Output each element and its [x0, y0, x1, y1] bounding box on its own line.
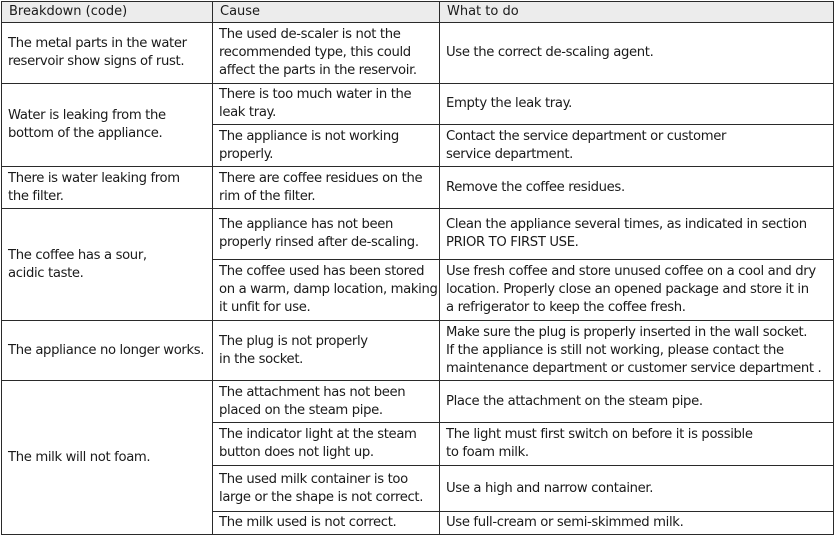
table-row: [2, 83, 834, 124]
cell-line: to foam milk.: [446, 444, 529, 460]
cell-line: properly.: [219, 146, 274, 162]
cell-line: The plug is not properly: [219, 333, 368, 349]
action-cell: [440, 259, 834, 320]
cell-line: There is water leaking from: [8, 170, 180, 186]
breakdown-cell: [2, 83, 213, 166]
cell-line: Use the correct de-scaling agent.: [446, 44, 654, 60]
breakdown-cell: [2, 167, 213, 209]
cell-line: rim of the filter.: [219, 188, 316, 204]
cell-line: Contact the service department or customer: [446, 128, 727, 144]
cell-line: The coffee has a sour,: [8, 247, 147, 263]
cell-line: The milk used is not correct.: [219, 515, 397, 531]
cause-cell: [213, 422, 440, 465]
cause-cell: [213, 83, 440, 124]
cell-line: recommended type, this could: [219, 44, 411, 60]
header-row: [2, 2, 834, 23]
table-row: [2, 23, 834, 84]
cause-cell: [213, 124, 440, 166]
cell-line: on a warm, damp location, making: [219, 281, 438, 297]
cell-line: Remove the coffee residues.: [446, 179, 625, 195]
cell-line: Clean the appliance several times, as indicated in section: [446, 217, 807, 233]
cell-line: it unfit for use.: [219, 299, 311, 315]
cell-line: The coffee used has been stored: [219, 263, 425, 279]
cause-cell: [213, 259, 440, 320]
troubleshooting-table: [1, 1, 834, 535]
cell-line: The metal parts in the water: [8, 35, 187, 51]
cause-cell: [213, 209, 440, 259]
breakdown-cell: [2, 23, 213, 84]
table-row: [2, 381, 834, 422]
breakdown-cell: [2, 209, 213, 320]
cell-line: The attachment has not been: [219, 384, 406, 400]
cell-line: leak tray.: [219, 104, 276, 120]
cell-line: in the socket.: [219, 351, 303, 367]
action-cell: [440, 381, 834, 422]
cell-line: the filter.: [8, 188, 64, 204]
breakdown-cell: [2, 320, 213, 381]
cell-line: Empty the leak tray.: [446, 95, 573, 111]
table-row: [2, 320, 834, 381]
action-cell: [440, 167, 834, 209]
action-cell: [440, 512, 834, 535]
cell-line: location. Properly close an opened package and store it in: [446, 281, 809, 297]
cell-line: acidic taste.: [8, 265, 84, 281]
cell-line: large or the shape is not correct.: [219, 489, 424, 505]
cause-cell: [213, 320, 440, 381]
cell-line: bottom of the appliance.: [8, 125, 163, 141]
action-cell: [440, 23, 834, 84]
header-cause: Cause: [213, 2, 440, 23]
cell-line: Make sure the plug is properly inserted in the wall socket.: [446, 324, 808, 340]
cell-line: Water is leaking from the: [8, 107, 166, 123]
cell-line: Use fresh coffee and store unused coffee on a cool and dry: [446, 263, 816, 279]
cell-line: If the appliance is still not working, please contact the: [446, 342, 784, 358]
cell-line: The used de-scaler is not the: [219, 26, 401, 42]
cell-line: Place the attachment on the steam pipe.: [446, 393, 703, 409]
action-cell: [440, 209, 834, 259]
cell-line: properly rinsed after de-scaling.: [219, 235, 419, 251]
cell-line: There is too much water in the: [219, 86, 412, 102]
cell-line: The indicator light at the steam: [219, 426, 417, 442]
cell-line: The milk will not foam.: [8, 449, 151, 465]
header-breakdown: Breakdown (code): [2, 2, 213, 23]
action-cell: [440, 124, 834, 166]
cell-line: PRIOR TO FIRST USE.: [446, 235, 579, 251]
breakdown-cell: [2, 381, 213, 535]
cause-cell: [213, 381, 440, 422]
cell-line: Use full-cream or semi-skimmed milk.: [446, 515, 684, 531]
cell-line: reservoir show signs of rust.: [8, 53, 185, 69]
action-cell: [440, 83, 834, 124]
cell-line: The appliance has not been: [219, 217, 394, 233]
cell-line: There are coffee residues on the: [219, 170, 423, 186]
cell-line: The used milk container is too: [219, 471, 408, 487]
header-what-to-do: What to do: [440, 2, 834, 23]
cause-cell: [213, 23, 440, 84]
cell-line: The light must first switch on before it is possible: [446, 426, 753, 442]
cell-line: maintenance department or customer service department .: [446, 360, 822, 376]
cause-cell: [213, 512, 440, 535]
table-row: [2, 167, 834, 209]
cell-line: The appliance no longer works.: [8, 342, 205, 358]
cell-line: Use a high and narrow container.: [446, 480, 654, 496]
cell-line: placed on the steam pipe.: [219, 402, 383, 418]
action-cell: [440, 422, 834, 465]
cause-cell: [213, 167, 440, 209]
cell-line: a refrigerator to keep the coffee fresh.: [446, 299, 686, 315]
cell-line: button does not light up.: [219, 444, 374, 460]
cell-line: service department.: [446, 146, 573, 162]
action-cell: [440, 465, 834, 511]
cell-line: The appliance is not working: [219, 128, 399, 144]
cause-cell: [213, 465, 440, 511]
table-row: [2, 209, 834, 259]
action-cell: [440, 320, 834, 381]
cell-line: affect the parts in the reservoir.: [219, 62, 417, 78]
